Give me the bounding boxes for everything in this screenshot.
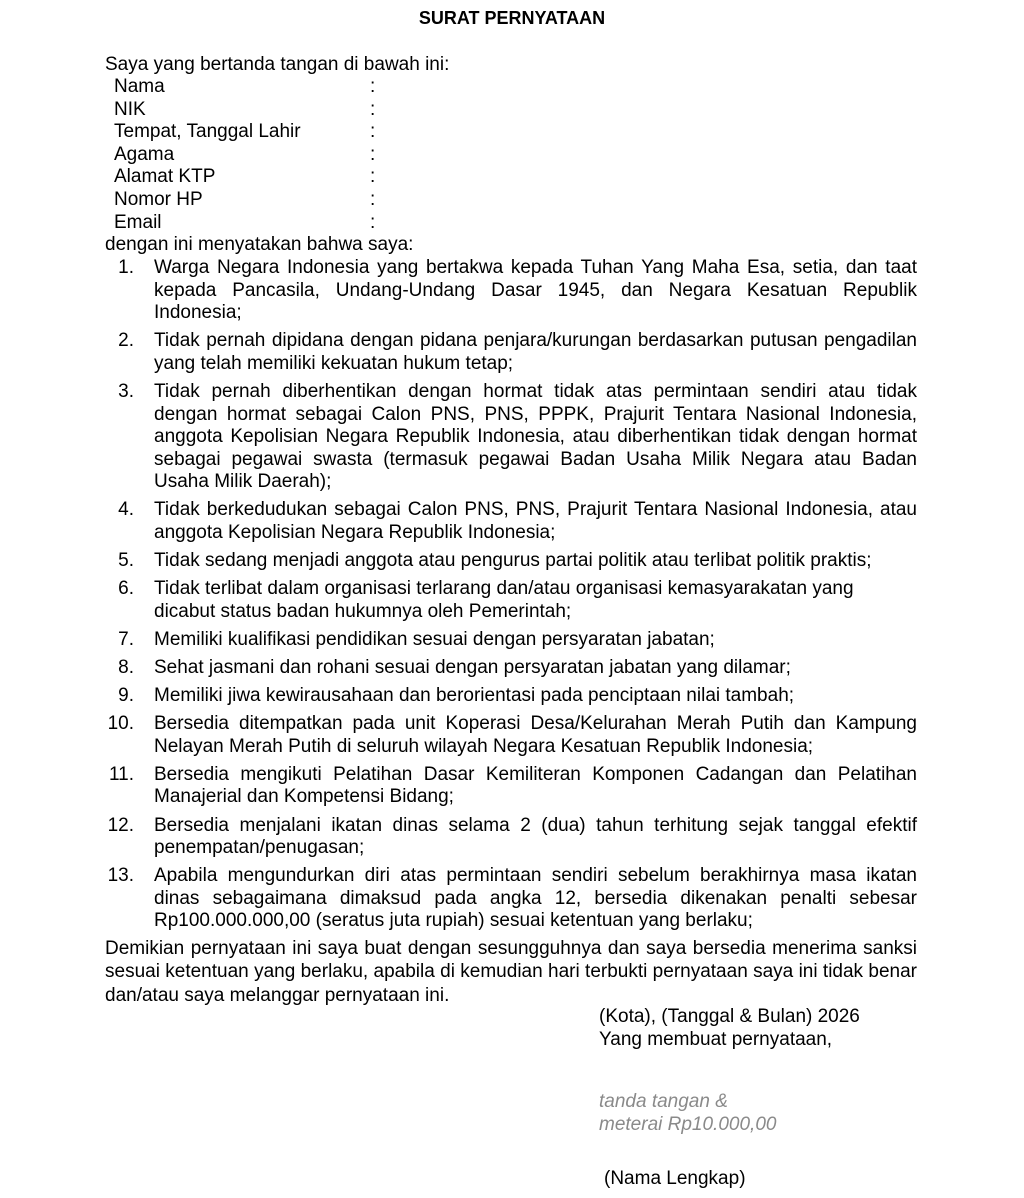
- field-colon: :: [370, 98, 376, 120]
- stamp-line: meterai Rp10.000,00: [599, 1113, 777, 1135]
- field-colon: :: [370, 166, 376, 188]
- field-label: Email: [114, 211, 162, 233]
- item-text: Memiliki kualifikasi pendidikan sesuai dengan persyaratan jabatan;: [154, 628, 715, 650]
- list-item: [105, 865, 917, 933]
- item-number: 3.: [118, 380, 134, 402]
- item-number: 12.: [107, 814, 134, 836]
- identity-fields: [114, 76, 414, 234]
- field-label: NIK: [114, 98, 146, 120]
- item-number: 2.: [118, 330, 134, 352]
- field-birth-place-date: [114, 121, 414, 144]
- item-text: Apabila mengundurkan diri atas permintaan sendiri sebelum berakhirnya masa ikatan dinas sebagaimana dimaksud pada angka 12, bersedia dikenakan penalti sebesar Rp100.000.000,00 (seratus juta rupiah) sesuai ketentuan yang berlaku;: [154, 865, 917, 932]
- field-colon: :: [370, 76, 376, 97]
- item-text: Sehat jasmani dan rohani sesuai dengan persyaratan jabatan yang dilamar;: [154, 657, 791, 678]
- closing-paragraph: Demikian pernyataan ini saya buat dengan sesungguhnya dan saya bersedia menerima sanksi sesuai ketentuan yang berlaku, apabila di kemudian hari terbukti pernyataan saya ini tidak benar dan/atau saya melanggar pernyataan ini.: [105, 938, 917, 1006]
- item-number: 13.: [107, 865, 134, 887]
- list-item: [105, 815, 917, 860]
- item-text: Tidak pernah dipidana dengan pidana penjara/kurungan berdasarkan putusan pengadilan yang telah memiliki kekuatan hukum tetap;: [154, 330, 917, 374]
- list-item: [105, 330, 917, 375]
- field-colon: :: [370, 121, 376, 143]
- item-text: Bersedia menjalani ikatan dinas selama 2 (dua) tahun terhitung sejak tanggal efektif penempatan/penugasan;: [154, 814, 917, 859]
- field-phone: [114, 189, 414, 212]
- item-number: 1.: [118, 257, 134, 278]
- field-label: Alamat KTP: [114, 166, 216, 188]
- list-item: [105, 257, 917, 325]
- declaration-intro: dengan ini menyatakan bahwa saya:: [105, 234, 414, 255]
- list-item: [105, 713, 917, 758]
- list-item: [105, 657, 917, 680]
- field-address: [114, 166, 414, 189]
- place-date: (Kota), (Tanggal & Bulan) 2026: [599, 1006, 860, 1027]
- field-nik: [114, 99, 414, 122]
- item-text: Tidak berkedudukan sebagai Calon PNS, PNS, Prajurit Tentara Nasional Indonesia, atau anggota Kepolisian Negara Republik Indonesia;: [154, 499, 917, 544]
- field-colon: :: [370, 211, 376, 233]
- item-number: 7.: [118, 628, 134, 650]
- list-item: [105, 685, 917, 708]
- list-item: [105, 499, 917, 544]
- item-text: Tidak terlibat dalam organisasi terlarang dan/atau organisasi kemasyarakatan yang dicabut status badan hukumnya oleh Pemerintah;: [154, 578, 854, 622]
- item-text: Warga Negara Indonesia yang bertakwa kepada Tuhan Yang Maha Esa, setia, dan taat kepada Pancasila, Undang-Undang Dasar 1945, dan Negara Kesatuan Republik Indonesia;: [154, 257, 917, 324]
- item-number: 5.: [118, 550, 134, 572]
- item-number: 8.: [118, 657, 134, 678]
- list-item: [105, 578, 917, 623]
- field-colon: :: [370, 143, 376, 165]
- item-text: Memiliki jiwa kewirausahaan dan berorientasi pada penciptaan nilai tambah;: [154, 685, 795, 707]
- item-number: 10.: [107, 713, 134, 735]
- field-label: Tempat, Tanggal Lahir: [114, 121, 301, 143]
- list-item: [105, 629, 917, 652]
- item-number: 6.: [118, 578, 134, 600]
- intro-text: Saya yang bertanda tangan di bawah ini:: [105, 54, 450, 75]
- field-label: Nama: [114, 76, 165, 97]
- field-email: [114, 212, 414, 235]
- list-item: [105, 764, 917, 809]
- item-text: Tidak sedang menjadi anggota atau pengurus partai politik atau terlibat politik praktis;: [154, 550, 872, 572]
- list-item: [105, 550, 917, 573]
- signature-stamp-placeholder: [599, 1091, 776, 1136]
- field-colon: :: [370, 188, 376, 210]
- list-item: [105, 381, 917, 494]
- item-text: Bersedia ditempatkan pada unit Koperasi Desa/Kelurahan Merah Putih dan Kampung Nelayan Merah Putih di seluruh wilayah Negara Kesatuan Republik Indonesia;: [154, 713, 917, 757]
- maker-label: Yang membuat pernyataan,: [599, 1029, 833, 1050]
- item-text: Bersedia mengikuti Pelatihan Dasar Kemiliteran Komponen Cadangan dan Pelatihan Manajerial dan Kompetensi Bidang;: [154, 763, 917, 808]
- statement-list: [105, 257, 917, 939]
- field-label: Nomor HP: [114, 188, 203, 210]
- item-number: 9.: [118, 685, 134, 707]
- item-text: Tidak pernah diberhentikan dengan hormat tidak atas permintaan sendiri atau tidak dengan hormat sebagai Calon PNS, PNS, PPPK, Prajurit Tentara Nasional Indonesia, anggota Kepolisian Negara Republik Indonesia, atau diberhentikan tidak dengan hormat sebagai pegawai swasta (termasuk pegawai Badan Usaha Milik Negara atau Badan Usaha Milik Daerah);: [154, 380, 917, 493]
- signer-name: (Nama Lengkap): [604, 1168, 746, 1189]
- field-religion: [114, 144, 414, 167]
- item-number: 11.: [108, 763, 134, 785]
- field-name: [114, 76, 414, 99]
- field-label: Agama: [114, 143, 175, 165]
- stamp-line: tanda tangan &: [599, 1091, 728, 1112]
- item-number: 4.: [118, 499, 134, 521]
- document-title: SURAT PERNYATAAN: [418, 8, 606, 28]
